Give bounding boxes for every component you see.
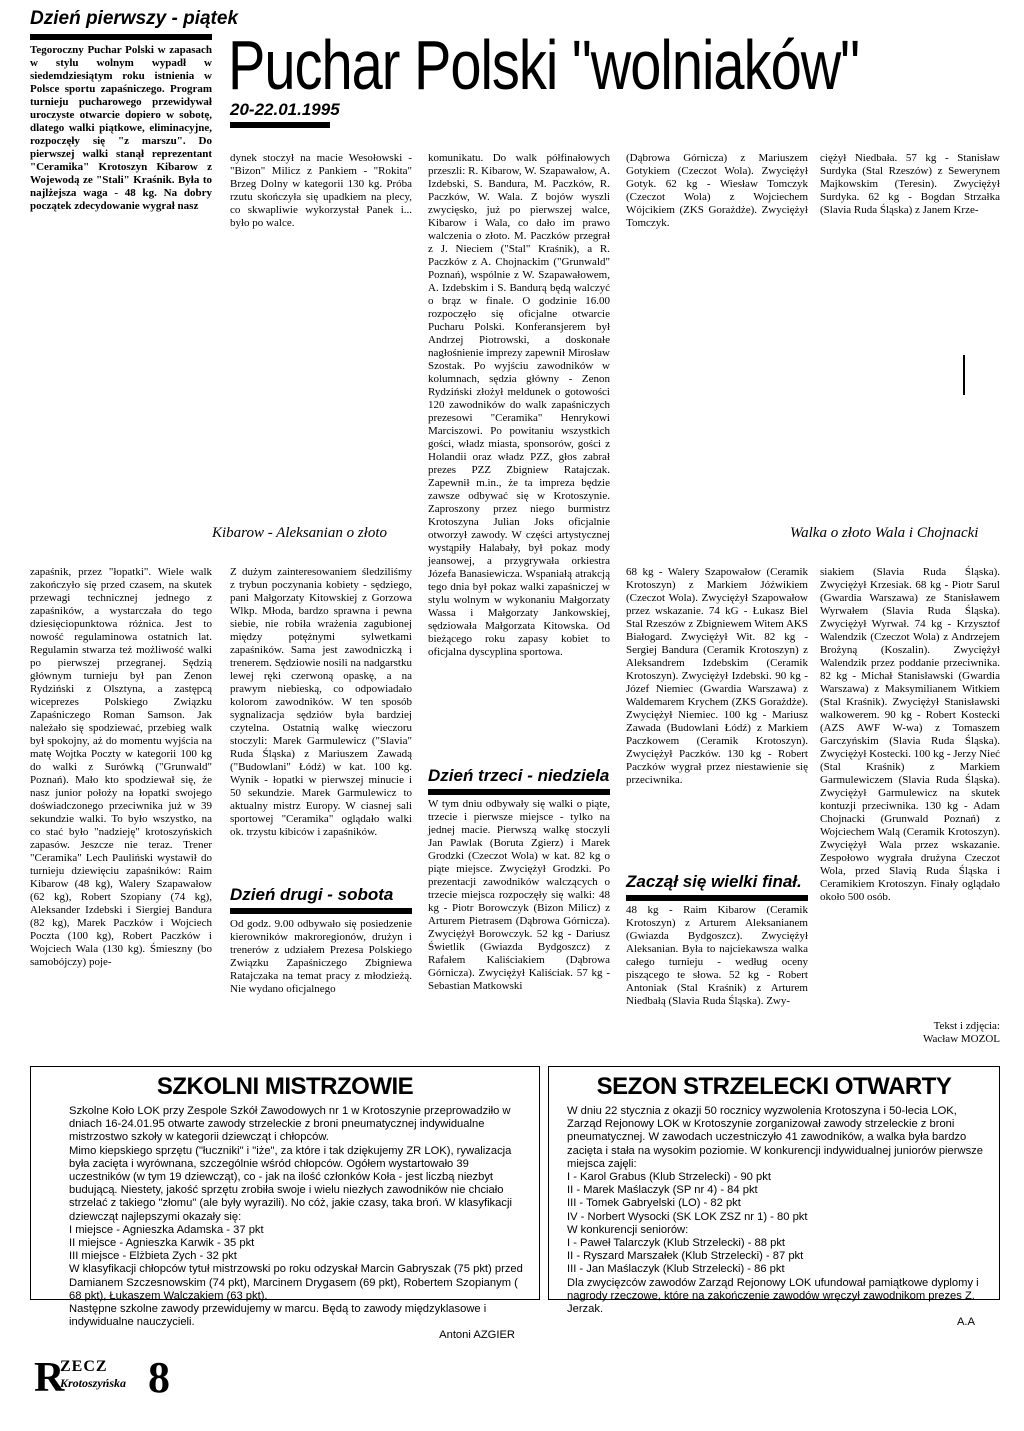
box2-line: I - Paweł Talarczyk (Klub Strzelecki) - 88 pkt <box>567 1237 786 1250</box>
author-block <box>820 1020 1000 1046</box>
col2-top-text: dynek stoczył na macie Wesołowski - "Bizon" Milicz z Pankiem - "Rokita" Brzeg Dolny w kategorii 130 kg. Próba rzutu skończyła się upadkiem na plecy, co skwapliwie wykorzystał Panek i... było po walce. <box>230 152 412 229</box>
col1-top-text: Tegoroczny Puchar Polski w zapasach w stylu wolnym wypadł w siedemdziesiątym roku istnienia w Polsce sportu zapaśniczego. Program turnieju pucharowego przewidywał uroczyste otwarcie dopiero w sobotę, dlatego walki piątkowe, eliminacyjne, rozpoczęły się "z marszu". Do pierwszej walki stanął reprezentant "Ceramika" Krotoszyn Kibarow z Wojewodą ze "Stali" Kraśnik. Była to najlżejsza waga - 48 kg. Na dobry początek zdecydowanie wygrał nasz <box>30 44 212 212</box>
col5-bottom-text: siakiem (Slavia Ruda Śląska). Zwyciężył Krzesiak. 68 kg - Piotr Sarul (Gwardia Warszawa) ze Stanisławem Wyrwałem (Slavia Ruda Śląska). Zwyciężył Wyrwał. 74 kg - Krzysztof Walendzik (Czeczot Wola) z Andrzejem Brożyną (Koszalin). Zwyciężył Walendzik przez poddanie przeciwnika. 82 kg - Michał Stanisławski (Gwardia Warszawa) z Maksymilianem Witkiem (Stal Kraśnik). Zwyciężył Stanisławski walkowerem. 90 kg - Robert Kostecki (AZS AWF W-wa) z Tomaszem Garczyńskim (Slavia Ruda Śląska). Zwyciężył Kostecki. 100 kg - Jerzy Nieć (Stal Kraśnik) z Markiem Garmulewiczem (Slavia Ruda Śląska). Zwyciężył Garmulewicz na skutek kontuzji przeciwnika. 130 kg - Adam Chojnacki (Grunwald Poznań) z Wojciechem Walą (Ceramik Krotoszyn). Zwyciężył Wala przez wskazanie. Zespołowo wygrała drużyna Czeczot Wola, przed Slavią Ruda Śląska i Ceramikiem Krotoszyn. Finały oglądało około 500 osób. <box>820 566 1000 903</box>
box1-line: Następne szkolne zawody przewidujemy w marcu. Będą to zawody międzyklasowe i indywidualne nauczycieli. <box>69 1303 487 1329</box>
box2-line: W dniu 22 stycznia z okazji 50 rocznicy wyzwolenia Krotoszyna i 50-lecia LOK, Zarząd Rejonowy LOK w Krotoszynie zorganizował zawody strzeleckie z broni pneumatycznej. W zawodach uczestniczyło 41 zawodników, a walka była bardzo zacięta i stała na wysokim poziomie. W konkurencji indywidualnej juniorów pierwsze miejsca zajęli: <box>567 1105 983 1170</box>
page-number: 8 <box>148 1353 170 1402</box>
logo-initial: R <box>34 1355 65 1401</box>
box1-line: Mimo kiepskiego sprzętu ("łuczniki" i "iże", za które i tak dziękujemy ZR LOK), rywalizacja była zacięta i wyrównana, szczególnie wśród chłopców. Ogółem wystartowało 39 uczestników (w tym 19 dziewcząt), co - jak na ilość członków Koła - jest liczbą niezbyt budującą. Niestety, jakość sprzętu zrobiła swoje i wielu niezłych zawodników nie chciało strzelać z takiego "złomu" (ale były wyrazili). No cóż, jakie czasy, taka broń. W klasyfikacji dziewcząt najlepszymi okazały się: <box>69 1144 512 1223</box>
box2-line: I - Karol Grabus (Klub Strzelecki) - 90 pkt <box>567 1171 771 1184</box>
box1-body <box>31 1101 539 1343</box>
col4-top-text: (Dąbrowa Górnicza) z Mariuszem Gotykiem (Czeczot Wola). Zwyciężył Gotyk. 62 kg - Wiesław Tomczyk (Czeczot Wola) z Wojciechem Wójcikiem (ZKS Gorażdże). Zwyciężył Tomczyk. <box>626 152 808 229</box>
author-label: Tekst i zdjęcia: <box>933 1020 1000 1032</box>
box2-line: III - Jan Maślaczyk (Klub Strzelecki) - 86 pkt <box>567 1263 785 1276</box>
col2-bottom-text: Z dużym zainteresowaniem śledziliśmy z trybun poczynania kobiety - sędziego, pani Małgorzaty Kitowskiej z Gorzowa Wlkp. Młoda, bardzo sprawna i pewna siebie, nie robiła wrażenia zagubionej między potężnymi sylwetkami zapaśników. Sama jest zawodniczką i trenerem. Sędziowie nosili na nadgarstku lewej ręki czerwoną opaskę, a na prawym niebieską, co odpowiadało kolorom zawodników. W ten sposób sygnalizacja sędziów była bardziej czytelna. Ostatnią walkę wieczoru stoczyli: Marek Garmulewicz ("Slavia" Ruda Śląska) z Mariuszem Zawadą ("Budowlani" Łódź) w kat. 100 kg. Wynik - łopatki w pierwszej minucie i 50 sekundzie. Marek Garmulewicz to aktualny mistrz Europy. W ciasnej sali sportowej "Ceramika" oglądało walki ok. trzystu kibiców i zapaśników. <box>230 566 412 838</box>
photo-wala-chojnacki <box>626 248 998 518</box>
photo-mark <box>963 355 965 395</box>
box2-line: W konkurencji seniorów: <box>567 1223 689 1236</box>
col1-bottom-text: zapaśnik, przez "łopatki". Wiele walk zakończyło się przed czasem, na skutek przewagi technicznej jednego z zapaśników, a wystarczała do tego dziesięciopunktowa różnica. Jest to nowość regulaminowa ostatnich lat. Regulamin stwarza też możliwość walki po pierwszej przegranej. Sędzią głównym turnieju był pan Zenon Rydziński z Olsztyna, a zastępcą wiceprezes Polskiego Związku Zapaśniczego Roman Samson. Jak należało się spodziewać, przebieg walk był spokojny, aż do momentu wyjścia na matę Wojtka Poczty w kategorii 100 kg do walki z Surówką ("Grunwald" Poznań). Mało kto spodziewał się, że nasz junior położy na łopatki swojego doświadczonego przeciwnika już w 39 sekundzie walki. To było wszystko, na co stać było "nadzieję" krotoszyńskich zapasów. Jeszcze nie teraz. Trener "Ceramika" Lech Pauliński wystawił do turnieju dziewięciu zapaśników: Raim Kibarow (48 kg), Walery Szapawałow (62 kg), Robert Szopiany (74 kg), Aleksander Izdebski i Siergiej Bandura (82 kg), Marek Paczków i Wojciech Poczta (100 kg), Robert Paczków i Wojciech Wala (130 kg). Śmieszny (bo samobójczy) poje- <box>30 566 212 968</box>
box-szkolni-mistrzowie <box>30 1066 540 1342</box>
box2-line: IV - Norbert Wysocki (SK LOK ZSZ nr 1) - 80 pkt <box>567 1210 808 1223</box>
day2-kicker: Dzień drugi - sobota <box>230 885 394 904</box>
logo-line2: Krotoszyńska <box>60 1376 127 1390</box>
kicker-rule <box>30 34 212 40</box>
col2-day2-text: Od godz. 9.00 odbywało się posiedzenie kierowników makroregionów, drużyn i trenerów z udziałem Prezesa Polskiego Związku Zapaśniczego Zbigniewa Ratajczaka na temat pracy z młodzieżą. Nie wydano oficjalnego <box>230 918 412 995</box>
box2-line: II - Marek Maślaczyk (SP nr 4) - 84 pkt <box>567 1184 758 1197</box>
box1-signature: Antoni AZGIER <box>439 1329 515 1342</box>
col4-bottom-text: 68 kg - Walery Szapowałow (Ceramik Krotoszyn) z Markiem Jóźwikiem (Czeczot Wola). Zwyciężył Szapowałow przez wskazanie. 74 kG - Łukasz Biel Stal Rzeszów z Zbigniewem Witem AKS Białogard. Zwyciężył Wit. 82 kg - Sergiej Bandura (Ceramik Krotoszyn) z Aleksandrem Izdebskim (Ceramik Krotoszyn). Zwyciężył Izdebski. 90 kg - Józef Niemiec (Gwardia Warszawa) z Waldemarem Krychem (ZKS Gorażdże). Zwyciężył Niemiec. 100 kg - Mariusz Zawada (Budowlani Łódź) z Markiem Paczkowem (Ceramik Krotoszyn). Zwyciężył Paczków. 130 kg - Robert Paczków wygrał przez niestawienie się przeciwnika. <box>626 566 808 786</box>
box1-title: SZKOLNI MISTRZOWIE <box>156 1073 414 1100</box>
dateline-rule <box>230 122 330 128</box>
box2-title: SEZON STRZELECKI OTWARTY <box>596 1073 952 1100</box>
caption-left: Kibarow - Aleksanian o złoto <box>212 525 388 541</box>
box1-line: Szkolne Koło LOK przy Zespole Szkół Zawodowych nr 1 w Krotoszynie przeprowadziło w dniach 16-24.01.95 otwarte zawody strzeleckie z broni pneumatycznej indywidualne mistrzostwo szkoły w kategorii dziewcząt i chłopców. <box>69 1105 511 1144</box>
caption-right: Walka o złoto Wala i Chojnacki <box>790 525 979 541</box>
photo-kibarow-aleksanian <box>30 270 414 520</box>
col3-top-text: komunikatu. Do walk półfinałowych przeszli: R. Kibarow, W. Szapawałow, A. Izdebski, S. Bandura, M. Paczków, R. Paczków, W. Wala. Z bojów wyszli zwycięsko, już po pierwszej walce, Kibarow i Wala, co dało im prawo walczenia o złoto. M. Paczków przegrał z J. Nieciem ("Stal" Kraśnik), a R. Paczków z A. Chojnackim ("Grunwald" Poznań), wspólnie z W. Szapawałowem, A. Izdebskim i S. Bandurą będą walczyć o brąz w finale. O godzinie 16.00 rozpoczęło się oficjalne otwarcie Pucharu Polski. Konferansjerem był Andrzej Piotrowski, a doskonałe nagłośnienie imprezy zapewnił Mirosław Szostak. Po wyjściu zawodników w kolumnach, sędzia główny - Zenon Rydziński złożył meldunek o gotowości 120 zawodników do walk zapaśniczych prezesowi "Ceramika" Henrykowi Marciszowi. Po powitaniu wszystkich gości, władz miasta, sponsorów, gości z Holandii oraz władz PZZ, głos zabrał prezes PZZ Zbigniew Ratajczak. Zapewnił m.in., że ta impreza będzie zawsze odbywać się w Krotoszynie. Zaproszony przez niego burmistrz Krotoszyna Julian Joks oficjalnie otworzył zawody. W części artystycznej wystąpiły Halabały, był pokaz mody jeansowej, a przygrywała orkiestra Józefa Banasiewicza. Wspaniałą atrakcją tego dnia był pokaz walki zapaśniczej w stylu wolnym w wykonaniu Małgorzaty Wassa i Małgorzaty Jankowskiej, sędziowała Małgorzata Kitowska. Od bieżącego roku zapasy kobiet to oficjalna dyscyplina sportowa. <box>428 152 610 658</box>
col3-day3-text: W tym dniu odbywały się walki o piąte, trzecie i pierwsze miejsce - tylko na jednej macie. Pierwszą walkę stoczyli Jan Pawlak (Boruta Zgierz) i Marek Grodzki (Czeczot Wola) w kat. 82 kg o piąte miejsce. Zwyciężył Grodzki. Po prezentacji zawodników walczących o trzecie miejsca rozpoczęły się walki: 48 kg - Piotr Borowczyk (Bizon Milicz) z Arturem Pietrasem (Dąbrowa Górnicza). Zwyciężył Borowczyk. 52 kg - Dariusz Świetlik (Gwiazda Bydgoszcz) z Rafałem Kaliściakiem (Dąbrowa Górnicza). Zwyciężył Kaliściak. 57 kg - Sebastian Matkowski <box>428 798 610 992</box>
box1-line: I miejsce - Agnieszka Adamska - 37 pkt <box>69 1223 264 1236</box>
box2-line: II - Ryszard Marszałek (Klub Strzelecki) - 87 pkt <box>567 1250 804 1263</box>
col4-final-text: 48 kg - Raim Kibarow (Ceramik Krotoszyn) z Arturem Aleksanianem (Gwiazda Bydgoszcz). Zwyciężył Aleksanian. Była to najciekawsza walka całego turnieju - według oceny piszącego te słowa. 52 kg - Robert Antoniak (Stal Kraśnik) z Arturem Niedbałą (Slavia Ruda Śląska). Zwy- <box>626 904 808 1007</box>
box1-line: II miejsce - Agnieszka Karwik - 35 pkt <box>69 1237 255 1250</box>
footer-logo <box>34 1355 164 1401</box>
final-rule <box>626 895 808 901</box>
day3-rule <box>428 789 610 795</box>
day2-rule <box>230 908 412 914</box>
main-headline: Puchar Polski "wolniaków" <box>228 25 860 104</box>
day1-kicker: Dzień pierwszy - piątek <box>30 8 239 29</box>
box2-signature: A.A <box>956 1316 975 1329</box>
box1-line: W klasyfikacji chłopców tytuł mistrzowski po roku odzyskał Marcin Gabryszak (75 pkt) przed Damianem Szczesnowskim (74 pkt), Marcinem Drygasem (69 pkt), Robertem Szopianym ( 68 pkt), Łukaszem Walczakiem (63 pkt). <box>69 1263 523 1302</box>
day3-kicker: Dzień trzeci - niedziela <box>428 766 610 785</box>
final-kicker: Zaczął się wielki finał. <box>626 872 802 891</box>
author-name: Wacław MOZOL <box>922 1033 1000 1045</box>
box2-line: III - Tomek Gabryelski (LO) - 82 pkt <box>567 1197 741 1210</box>
col5-top-text: ciężył Niedbała. 57 kg - Stanisław Surdyka (Stal Rzeszów) z Sewerynem Majkowskim (Teresin). Zwyciężył Surdyka. 62 kg - Bogdan Strzałka (Slavia Ruda Śląska) z Janem Krze- <box>820 152 1000 216</box>
box2-body <box>549 1101 999 1329</box>
dateline: 20-22.01.1995 <box>230 100 340 119</box>
box1-line: III miejsce - Elżbieta Zych - 32 pkt <box>69 1250 237 1263</box>
box2-line: Dla zwycięzców zawodów Zarząd Rejonowy LOK ufundował pamiątkowe dyplomy i nagrody rzeczowe, które na zakończenie zawodów wręczył zawodnikom prezes Z. Jerzak. <box>567 1276 979 1316</box>
logo-line1: ZECZ <box>60 1358 108 1375</box>
box-sezon-strzelecki <box>548 1066 1000 1329</box>
